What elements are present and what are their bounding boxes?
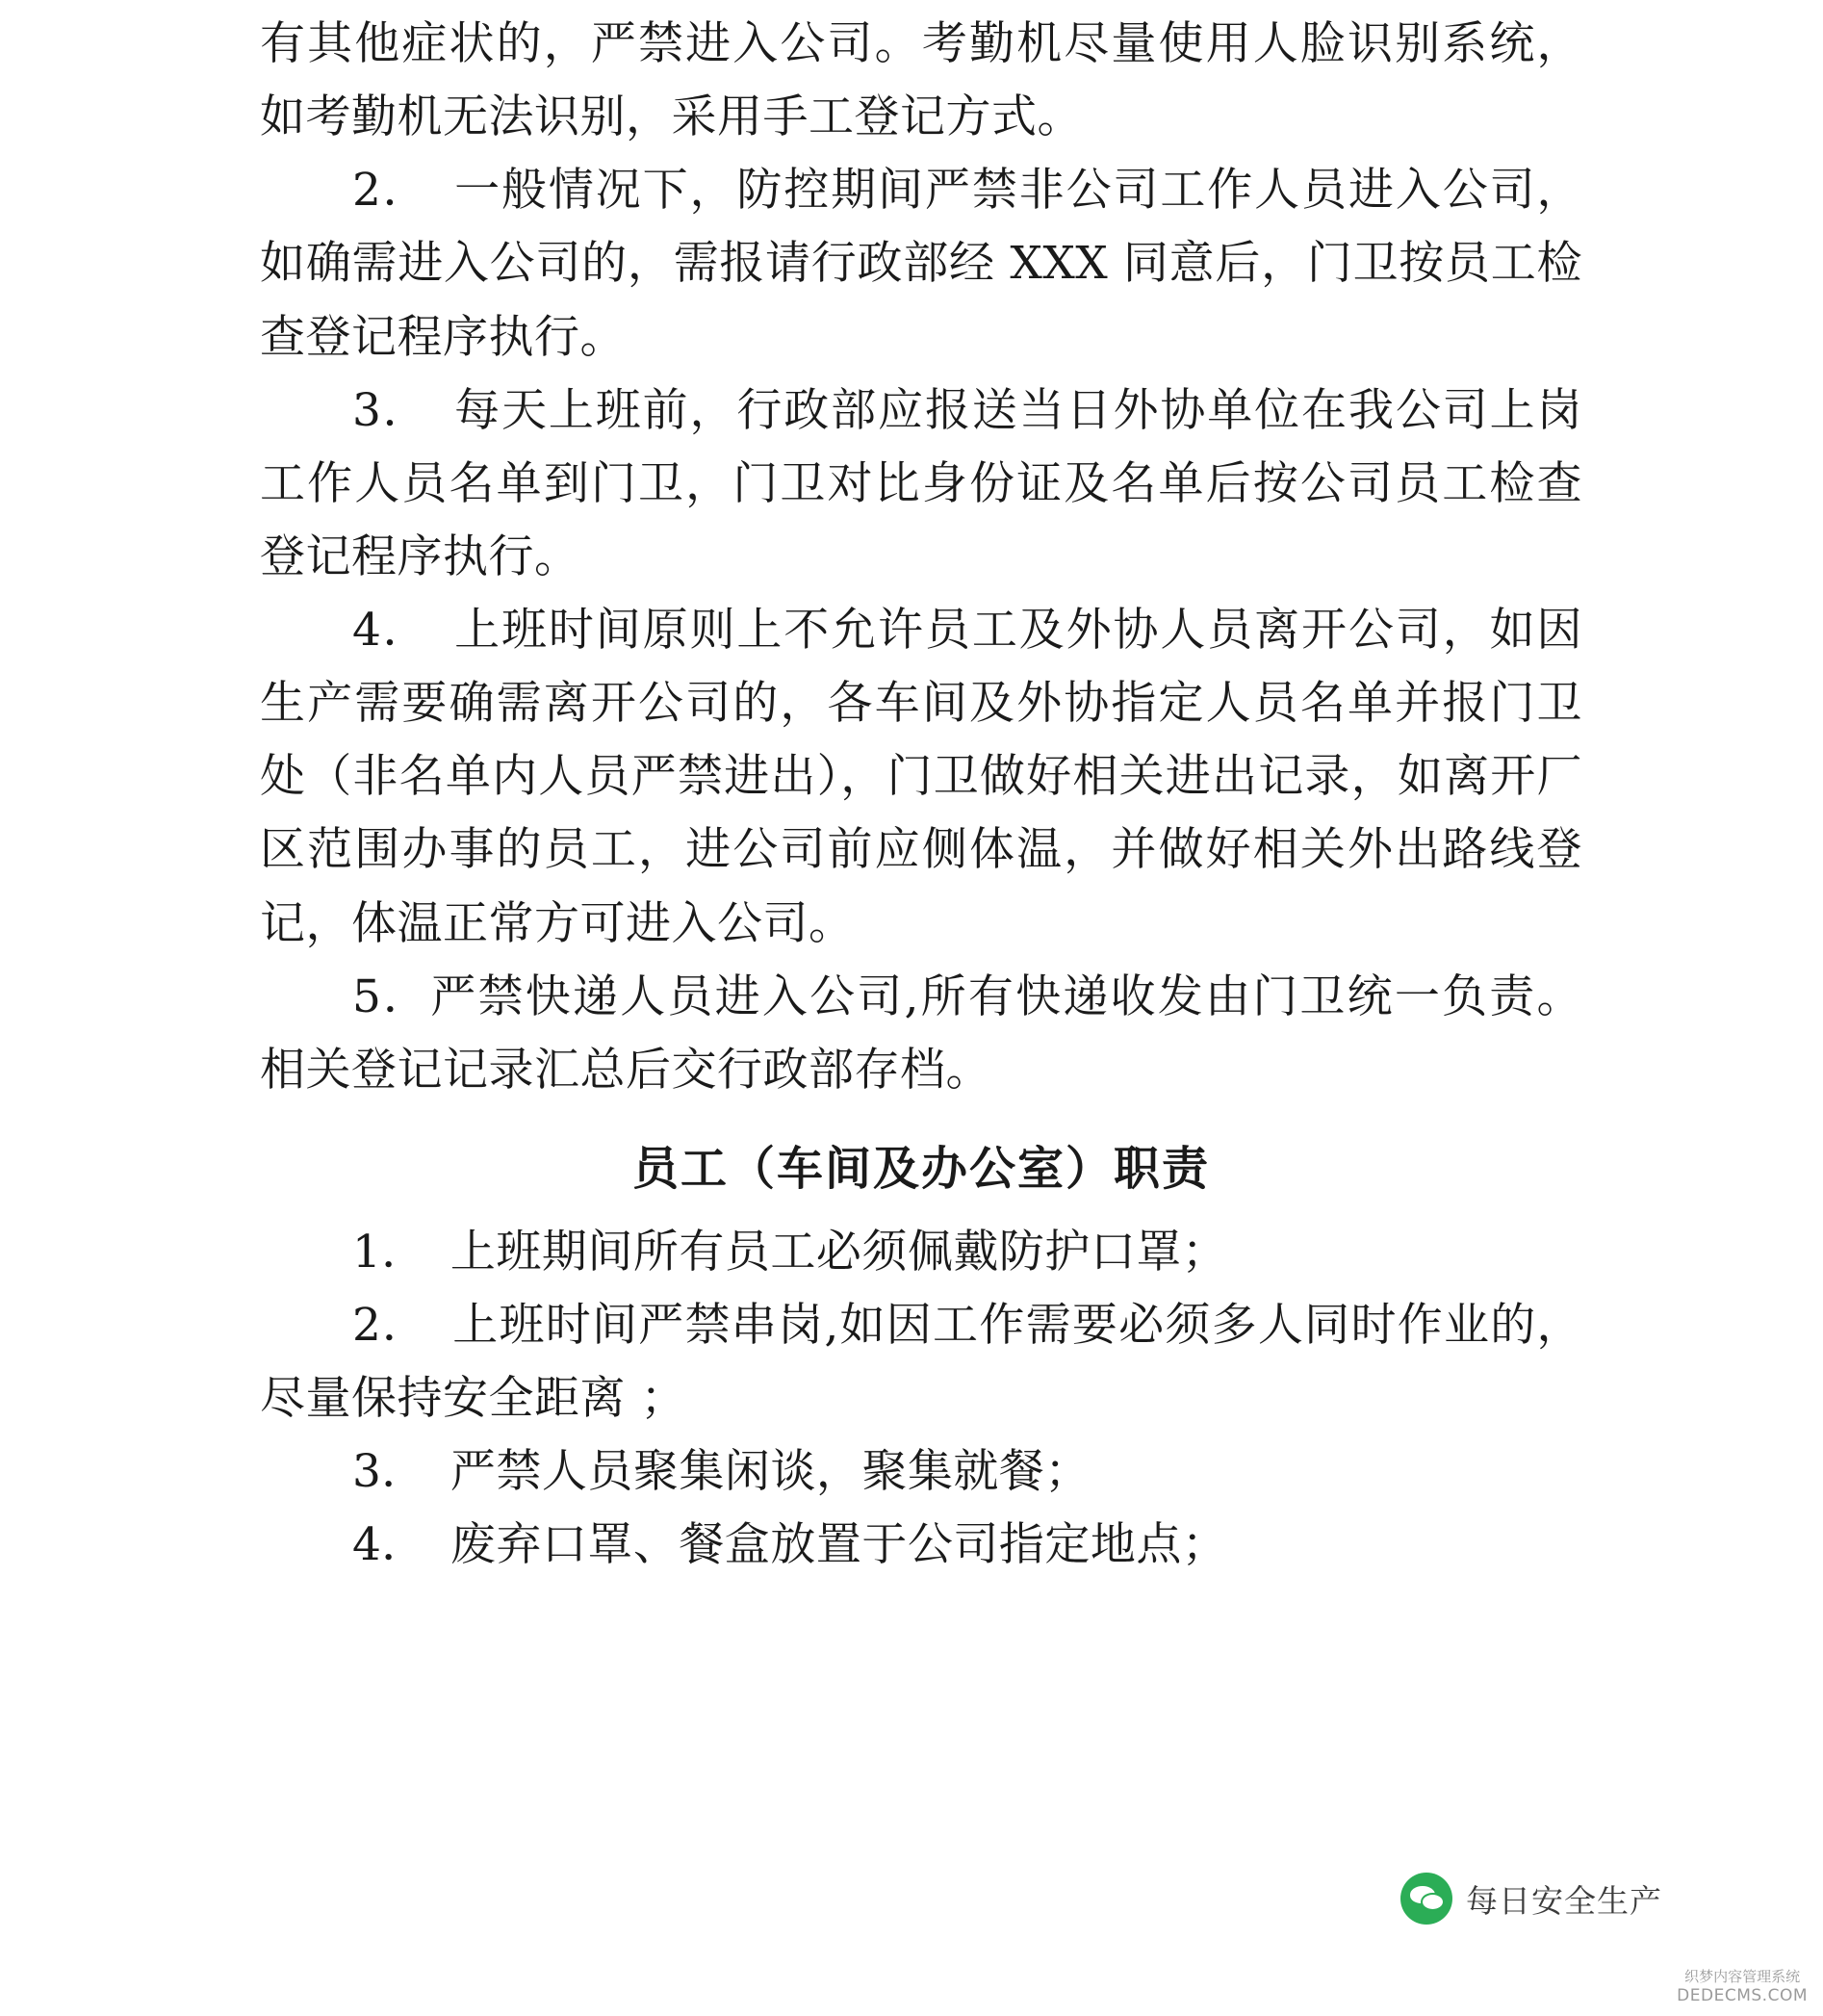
document-body bbox=[260, 0, 1582, 1582]
duty-item-2: 2． 上班时间严禁串岗,如因工作需要必须多人同时作业的，尽量保持安全距离 ； bbox=[260, 1298, 1582, 1425]
cms-watermark bbox=[1677, 1968, 1808, 2006]
cms-watermark-line2: DEDECMS.COM bbox=[1677, 1985, 1808, 2005]
wechat-account-name: 每日安全生产 bbox=[1466, 1881, 1662, 1920]
section-heading-employee-duties: 员工（车间及办公室）职责 bbox=[631, 1141, 1210, 1196]
cms-watermark-line1: 织梦内容管理系统 bbox=[1684, 1968, 1801, 1985]
paragraph-item-3: 3． 每天上班前，行政部应报送当日外协单位在我公司上岗工作人员名单到门卫，门卫对比身份证及名单后按公司员工检查登记程序执行。 bbox=[260, 383, 1582, 583]
paragraph-item-4: 4． 上班时间原则上不允许员工及外协人员离开公司，如因生产需要确需离开公司的，各车间及外协指定人员名单并报门卫处（非名单内人员严禁进出），门卫做好相关进出记录，如离开厂区范围办事的员工，进公司前应侧体温，并做好相关外出路线登记，体温正常方可进入公司。 bbox=[260, 604, 1582, 950]
paragraph-item-2: 2． 一般情况下，防控期间严禁非公司工作人员进入公司，如确需进入公司的，需报请行政部经 XXX 同意后，门卫按员工检查登记程序执行。 bbox=[260, 164, 1582, 364]
duty-item-4: 4． 废弃口罩、餐盒放置于公司指定地点； bbox=[352, 1518, 1228, 1572]
duty-item-3: 3． 严禁人员聚集闲谈，聚集就餐； bbox=[352, 1445, 1091, 1499]
wechat-account-watermark bbox=[1400, 1873, 1662, 1925]
wechat-icon bbox=[1400, 1873, 1452, 1925]
paragraph-item-5: 5．严禁快递人员进入公司,所有快递收发由门卫统一负责。相关登记记录汇总后交行政部存档。 bbox=[260, 969, 1582, 1097]
duty-item-1: 1． 上班期间所有员工必须佩戴防护口罩； bbox=[352, 1225, 1228, 1279]
paragraph-continued: 有其他症状的，严禁进入公司。考勤机尽量使用人脸识别系统，如考勤机无法识别，采用手工登记方式。 bbox=[260, 17, 1582, 144]
